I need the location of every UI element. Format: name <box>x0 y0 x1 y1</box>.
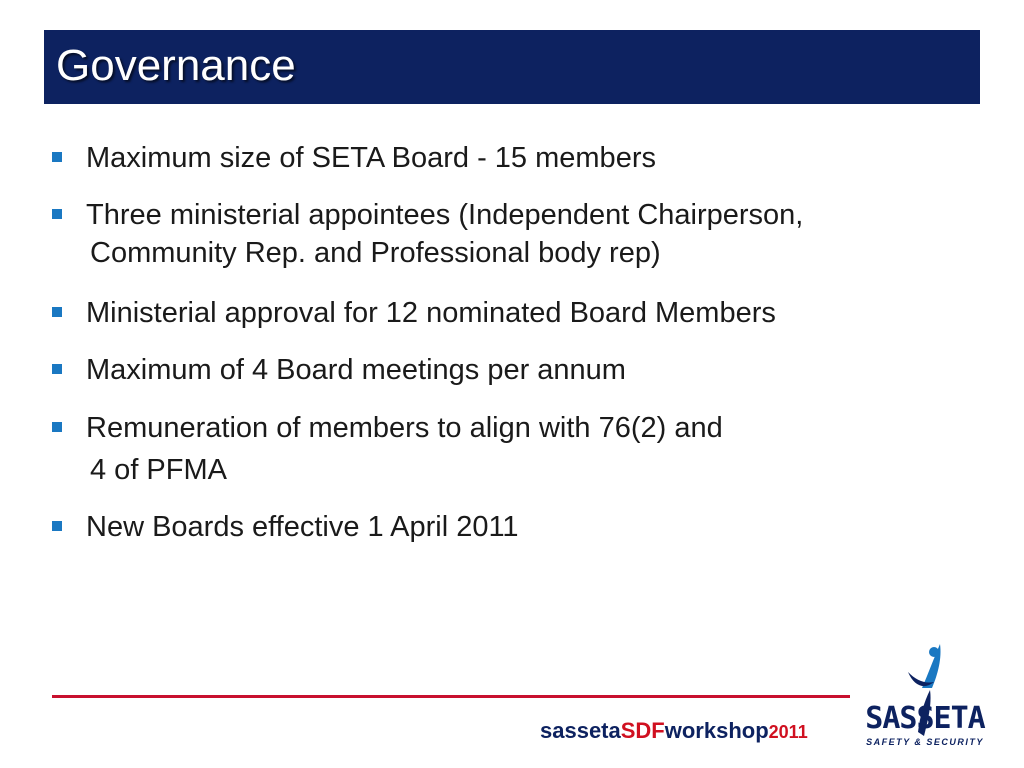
sasseta-logo <box>858 636 992 754</box>
bullet-text: Ministerial approval for 12 nominated Board Members <box>86 297 776 329</box>
footer-part-sasseta: sasseta <box>540 718 621 743</box>
footer-part-year: 2011 <box>768 722 808 742</box>
title-bar <box>44 30 980 104</box>
bullet-marker <box>52 152 62 162</box>
footer-divider <box>52 695 850 698</box>
bullet-marker <box>52 364 62 374</box>
bullet-text: Three ministerial appointees (Independent Chairperson, <box>86 199 804 231</box>
bullet-text-continuation: 4 of PFMA <box>90 454 227 486</box>
bullet-text: Maximum of 4 Board meetings per annum <box>86 354 626 386</box>
bullet-text: New Boards effective 1 April 2011 <box>86 511 519 543</box>
slide-title: Governance <box>56 41 296 90</box>
footer-brand <box>540 718 808 745</box>
footer-part-workshop: workshop <box>664 718 769 743</box>
sasseta-logo-graphic <box>858 636 992 754</box>
bullet-text: Maximum size of SETA Board - 15 members <box>86 142 656 174</box>
bullet-marker <box>52 307 62 317</box>
bullet-marker <box>52 209 62 219</box>
bullet-text-continuation: Community Rep. and Professional body rep) <box>90 237 661 269</box>
logo-tagline: SAFETY & SECURITY <box>866 737 984 747</box>
logo-wordmark: SASSETA <box>865 701 985 736</box>
bullet-marker <box>52 422 62 432</box>
bullet-text: Remuneration of members to align with 76(2) and <box>86 412 723 444</box>
bullet-marker <box>52 521 62 531</box>
footer-part-sdf: SDF <box>620 718 665 743</box>
